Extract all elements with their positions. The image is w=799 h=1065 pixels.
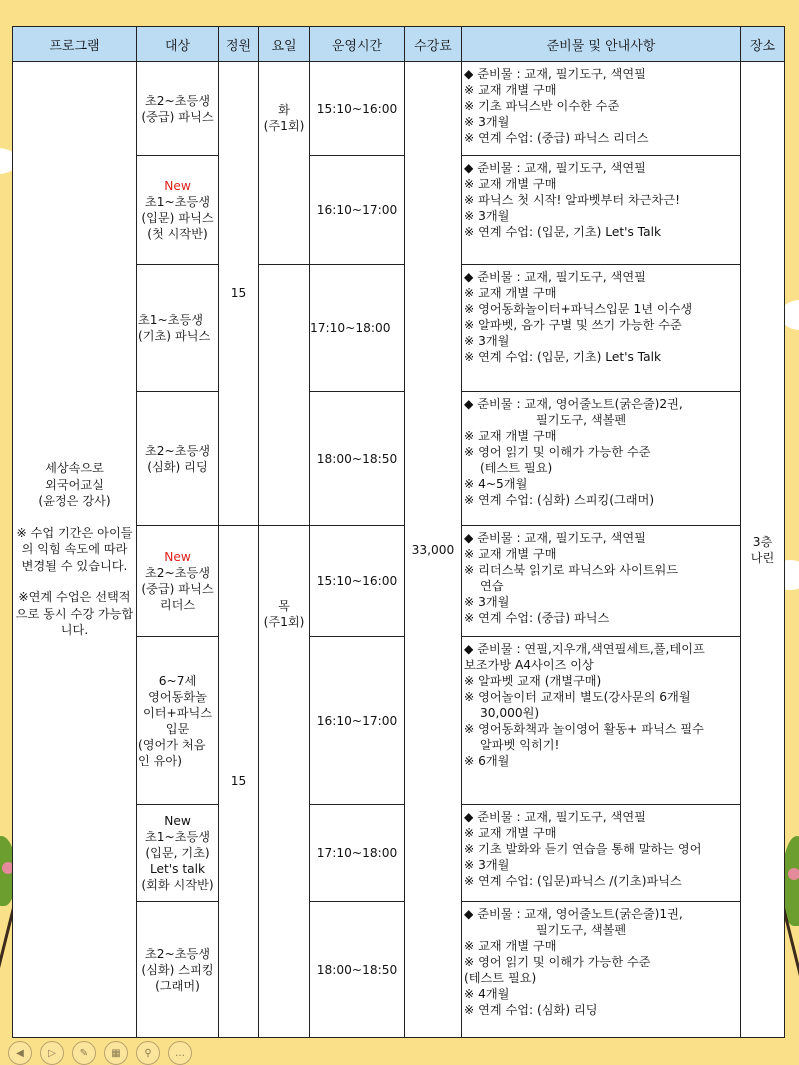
target-cell	[137, 805, 219, 902]
table-row	[13, 62, 785, 156]
info-line: ◆ 준비물 : 연필,지우개,색연필세트,풀,테이프	[464, 642, 705, 657]
info-line: ※ 3개월	[464, 858, 510, 872]
info-line: ※ 영어 읽기 및 이해가 가능한 수준	[464, 955, 651, 970]
target-cell	[137, 156, 219, 264]
info-cell	[462, 62, 741, 156]
target-cell	[137, 525, 219, 636]
info-cell	[462, 264, 741, 392]
target-cell	[137, 637, 219, 805]
header-program: 프로그램	[13, 27, 137, 62]
time-cell: 16:10~17:00	[310, 156, 405, 264]
info-line: ※ 교재 개별 구매	[464, 429, 557, 444]
slideshow-toolbar	[8, 1041, 192, 1061]
target-line: (중급) 파닉스	[141, 582, 214, 597]
day-label: 화	[278, 103, 290, 117]
info-line: ◆ 준비물 : 교재, 필기도구, 색연필	[464, 161, 646, 176]
day-frequency: (주1회)	[263, 614, 305, 629]
target-line: 초2~초등생	[144, 443, 211, 458]
target-line: (기초) 파닉스	[138, 329, 211, 344]
info-cell	[462, 525, 741, 636]
info-line: ※ 3개월	[464, 209, 510, 224]
info-line: ※ 교재 개별 구매	[464, 826, 557, 840]
target-cell	[137, 264, 219, 392]
header-place: 장소	[741, 27, 785, 62]
info-line: 연습	[480, 578, 504, 593]
time-cell: 17:10~18:00	[310, 264, 405, 392]
new-badge: New	[164, 814, 191, 829]
new-badge: New	[164, 179, 191, 194]
target-cell	[137, 62, 219, 156]
info-cell	[462, 637, 741, 805]
target-line: 초1~초등생	[144, 195, 211, 210]
header-time: 운영시간	[310, 27, 405, 62]
info-line: ※ 영어 읽기 및 이해가 가능한 수준	[464, 445, 651, 460]
target-line: 6~7세	[158, 673, 197, 688]
day-cell	[259, 525, 310, 1037]
place-cell	[741, 62, 785, 1038]
target-line: 입문	[165, 721, 190, 736]
fee-cell: 33,000	[405, 62, 462, 1038]
more-icon[interactable]: …	[168, 1041, 192, 1065]
target-line: 초2~초등생	[144, 566, 211, 581]
day-cell-empty	[259, 264, 310, 525]
capacity-cell: 15	[219, 62, 259, 526]
target-line: (입문) 파닉스	[141, 211, 214, 226]
info-line: ※ 알파벳, 음가 구별 및 쓰기 가능한 수준	[464, 317, 682, 332]
target-line: 초1~초등생	[138, 313, 204, 328]
header-day: 요일	[259, 27, 310, 62]
info-line: ※ 4~5개월	[464, 477, 528, 492]
info-line: 30,000원)	[480, 706, 540, 721]
header-row	[13, 27, 785, 62]
time-cell: 17:10~18:00	[310, 805, 405, 902]
info-line: ※ 영어놀이터 교재비 별도(강사문의 6개월	[464, 690, 691, 705]
target-line: (중급) 파닉스	[141, 109, 214, 124]
target-line: (입문, 기초)	[145, 846, 210, 861]
class-schedule-table	[12, 26, 785, 1038]
info-line: ※ 영어동화놀이터+파닉스입문 1년 이수생	[464, 301, 693, 316]
info-line: ※ 교재 개별 구매	[464, 546, 557, 561]
info-line: ※ 교재 개별 구매	[464, 177, 557, 192]
info-cell	[462, 805, 741, 902]
target-cell	[137, 392, 219, 526]
target-line: (심화) 리딩	[147, 459, 208, 474]
info-line: ◆ 준비물 : 교재, 필기도구, 색연필	[464, 810, 646, 824]
day-label: 목	[278, 598, 290, 613]
info-line: (테스트 필요)	[480, 461, 553, 476]
instructor-name: (윤정은 강사)	[38, 494, 111, 509]
info-line: ※ 교재 개별 구매	[464, 285, 557, 300]
header-capacity: 정원	[219, 27, 259, 62]
program-cell	[13, 62, 137, 1038]
header-fee: 수강료	[405, 27, 462, 62]
day-cell	[259, 62, 310, 265]
new-badge: New	[164, 550, 191, 565]
program-name: 세상속으로	[45, 461, 104, 476]
info-line: ※ 연계 수업: (입문)파닉스 /(기초)파닉스	[464, 874, 682, 888]
info-cell	[462, 392, 741, 526]
program-name: 외국어교실	[45, 477, 104, 492]
info-cell	[462, 902, 741, 1038]
slides-icon[interactable]: ▦	[104, 1041, 128, 1065]
info-line: ◆ 준비물 : 교재, 필기도구, 색연필	[464, 269, 646, 284]
info-line: ※ 기초 발화와 듣기 연습을 통해 말하는 영어	[464, 842, 702, 856]
info-line: ※ 리더스북 읽기로 파닉스와 사이트워드	[464, 562, 679, 577]
info-line: ※ 3개월	[464, 594, 510, 609]
info-line: ※ 4개월	[464, 987, 510, 1002]
target-cell	[137, 902, 219, 1038]
target-line: 이터+파닉스	[142, 705, 213, 720]
target-line: (심화) 스피킹	[141, 962, 214, 977]
info-line: ◆ 준비물 : 교재, 영어줄노트(굵은줄)2권,	[464, 397, 683, 412]
time-cell: 15:10~16:00	[310, 525, 405, 636]
info-line: 필기도구, 색볼펜	[536, 413, 627, 428]
info-line: ※ 3개월	[464, 115, 510, 129]
target-line: 영어동화놀	[148, 689, 207, 704]
target-line: 초1~초등생	[144, 830, 211, 845]
info-line: ※ 3개월	[464, 333, 510, 348]
place-floor: 3층	[752, 534, 773, 549]
info-line: ※ 연계 수업: (심화) 스피킹(그래머)	[464, 493, 655, 508]
info-line: ※ 파닉스 첫 시작! 알파벳부터 차근차근!	[464, 193, 680, 208]
info-line: ※ 기초 파닉스반 이수한 수준	[464, 99, 620, 113]
zoom-icon[interactable]: ⚲	[136, 1041, 160, 1065]
time-cell: 18:00~18:50	[310, 392, 405, 526]
info-line: ※ 교재 개별 구매	[464, 83, 557, 97]
target-line: (회화 시작반)	[141, 878, 214, 893]
target-line: Let's talk	[149, 862, 206, 877]
info-line: 필기도구, 색볼펜	[536, 923, 627, 938]
info-line: 알파벳 익히기!	[480, 738, 560, 753]
info-cell	[462, 156, 741, 264]
info-line: ◆ 준비물 : 교재, 영어줄노트(굵은줄)1권,	[464, 907, 683, 922]
program-note: ※ 수업 기간은 아이들의 익힘 속도에 따라 변경될 수 있습니다.	[16, 525, 133, 573]
time-cell: 16:10~17:00	[310, 637, 405, 805]
info-line: ※ 연계 수업: (심화) 리딩	[464, 1003, 598, 1018]
header-target: 대상	[137, 27, 219, 62]
info-line: ※ 알파벳 교재 (개별구매)	[464, 674, 602, 689]
program-note: ※연계 수업은 선택적으로 동시 수강 가능합니다.	[15, 590, 134, 638]
target-line: (첫 시작반)	[147, 227, 208, 242]
info-line: ※ 연계 수업: (중급) 파닉스 리더스	[464, 131, 649, 145]
time-cell: 18:00~18:50	[310, 902, 405, 1038]
info-line: ※ 연계 수업: (중급) 파닉스	[464, 610, 610, 625]
target-line: 리더스	[159, 598, 196, 613]
target-line: (영어가 처음	[138, 737, 206, 752]
prev-icon[interactable]: ◀	[8, 1041, 32, 1065]
info-line: (테스트 필요)	[464, 971, 537, 986]
info-line: ※ 연계 수업: (입문, 기초) Let's Talk	[464, 225, 662, 240]
time-cell: 15:10~16:00	[310, 62, 405, 156]
pen-icon[interactable]: ✎	[72, 1041, 96, 1065]
info-line: 보조가방 A4사이즈 이상	[464, 658, 594, 673]
place-room: 나린	[750, 550, 775, 565]
capacity-cell: 15	[219, 525, 259, 1037]
info-line: ※ 영어동화책과 놀이영어 활동+ 파닉스 필수	[464, 722, 704, 737]
info-line: ※ 6개월	[464, 754, 510, 769]
header-info: 준비물 및 안내사항	[462, 27, 741, 62]
info-line: ◆ 준비물 : 교재, 필기도구, 색연필	[464, 67, 646, 81]
target-line: 초2~초등생	[144, 93, 211, 108]
info-line: ◆ 준비물 : 교재, 필기도구, 색연필	[464, 530, 646, 545]
target-line: 인 유아)	[138, 753, 182, 768]
target-line: (그래머)	[155, 978, 200, 993]
flower-decoration	[788, 868, 799, 880]
play-icon[interactable]: ▷	[40, 1041, 64, 1065]
info-line: ※ 연계 수업: (입문, 기초) Let's Talk	[464, 349, 662, 364]
day-frequency: (주1회)	[263, 119, 305, 133]
info-line: ※ 교재 개별 구매	[464, 939, 557, 954]
target-line: 초2~초등생	[144, 946, 211, 961]
